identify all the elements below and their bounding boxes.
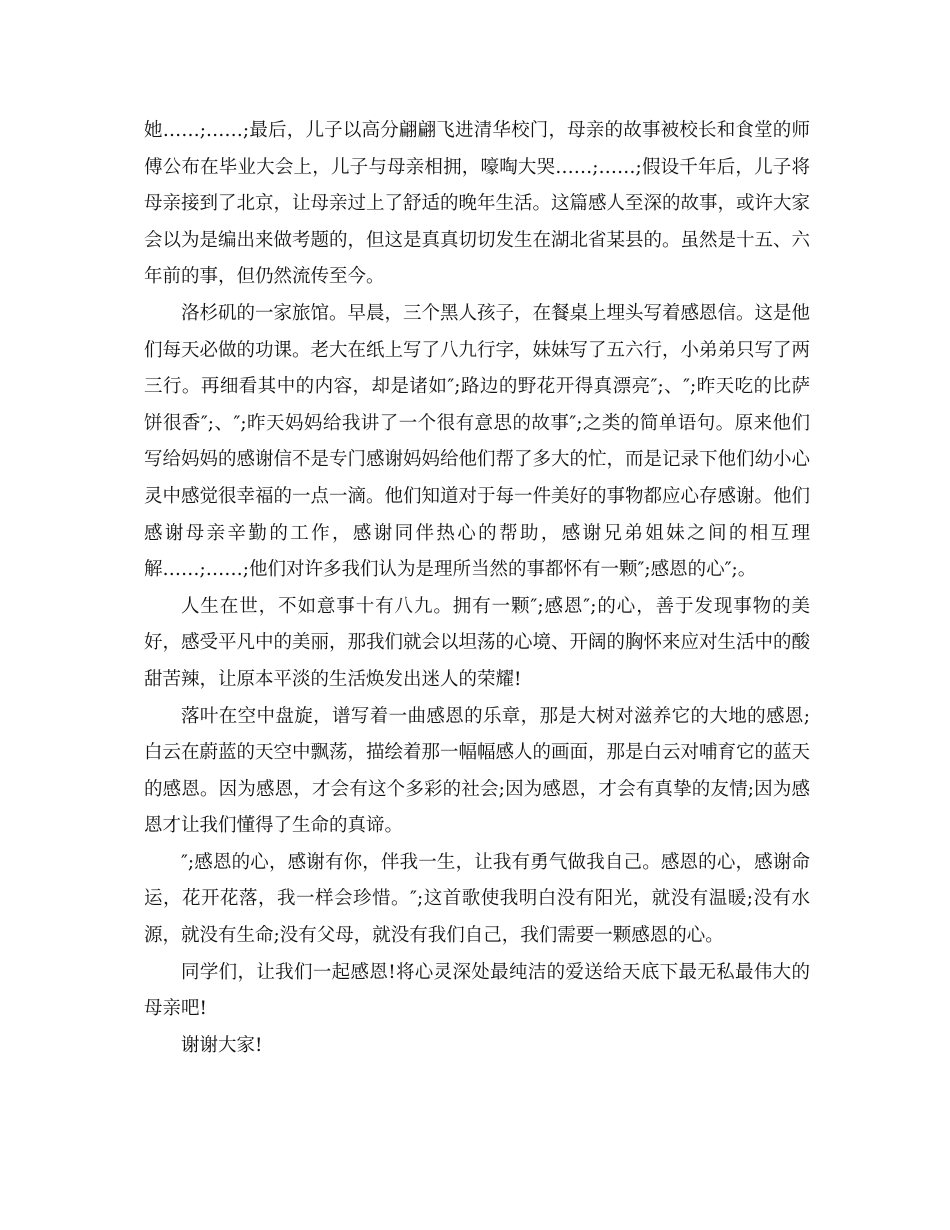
paragraph-5: ″;感恩的心，感谢有你，伴我一生，让我有勇气做我自己。感恩的心，感谢命运，花开花落，我一样会珍惜。″;这首歌使我明白没有阳光，就没有温暖;没有水源，就没有生命;没有父母，就没有我们自己，我们需要一颗感恩的心。 — [144, 851, 810, 947]
paragraph-1: 她……;……;最后，儿子以高分翩翩飞进清华校门，母亲的故事被校长和食堂的师傅公布在毕业大会上，儿子与母亲相拥，嚎啕大哭……;……;假设千年后，儿子将母亲接到了北京，让母亲过上了舒适的晚年生活。这篇感人至深的故事，或许大家会以为是编出来做考题的，但这是真真切切发生在湖北省某县的。虽然是十五、六年前的事，但仍然流传至今。 — [144, 120, 811, 288]
paragraph-4: 落叶在空中盘旋，谱写着一曲感恩的乐章，那是大树对滋养它的大地的感恩;白云在蔚蓝的天空中飘荡，描绘着那一幅幅感人的画面，那是白云对哺育它的蓝天的感恩。因为感恩，才会有这个多彩的社会;因为感恩，才会有真挚的友情;因为感恩才让我们懂得了生命的真谛。 — [144, 705, 811, 837]
document-page — [144, 113, 810, 1064]
paragraph-2: 洛杉矶的一家旅馆。早晨，三个黑人孩子，在餐桌上埋头写着感恩信。这是他们每天必做的功课。老大在纸上写了八九行字，妹妹写了五六行，小弟弟只写了两三行。再细看其中的内容，却是诸如″;路边的野花开得真漂亮″;、″;昨天吃的比萨饼很香″;、″;昨天妈妈给我讲了一个很有意思的故事″;之类的简单语句。原来他们写给妈妈的感谢信不是专门感谢妈妈给他们帮了多大的忙，而是记录下他们幼小心灵中感觉很幸福的一点一滴。他们知道对于每一件美好的事物都应心存感谢。他们感谢母亲辛勤的工作，感谢同伴热心的帮助，感谢兄弟姐妹之间的相互理解……;……;他们对许多我们认为是理所当然的事都怀有一颗″;感恩的心″;。 — [144, 302, 811, 581]
paragraph-3: 人生在世，不如意事十有八九。拥有一颗″;感恩″;的心，善于发现事物的美好，感受平凡中的美丽，那我们就会以坦荡的心境、开阔的胸怀来应对生活中的酸甜苦辣，让原本平淡的生活焕发出迷人的荣耀! — [144, 595, 811, 690]
paragraph-6: 同学们，让我们一起感恩!将心灵深处最纯洁的爱送给天底下最无私最伟大的母亲吧! — [144, 961, 810, 1020]
paragraph-7: 谢谢大家! — [181, 1034, 263, 1056]
